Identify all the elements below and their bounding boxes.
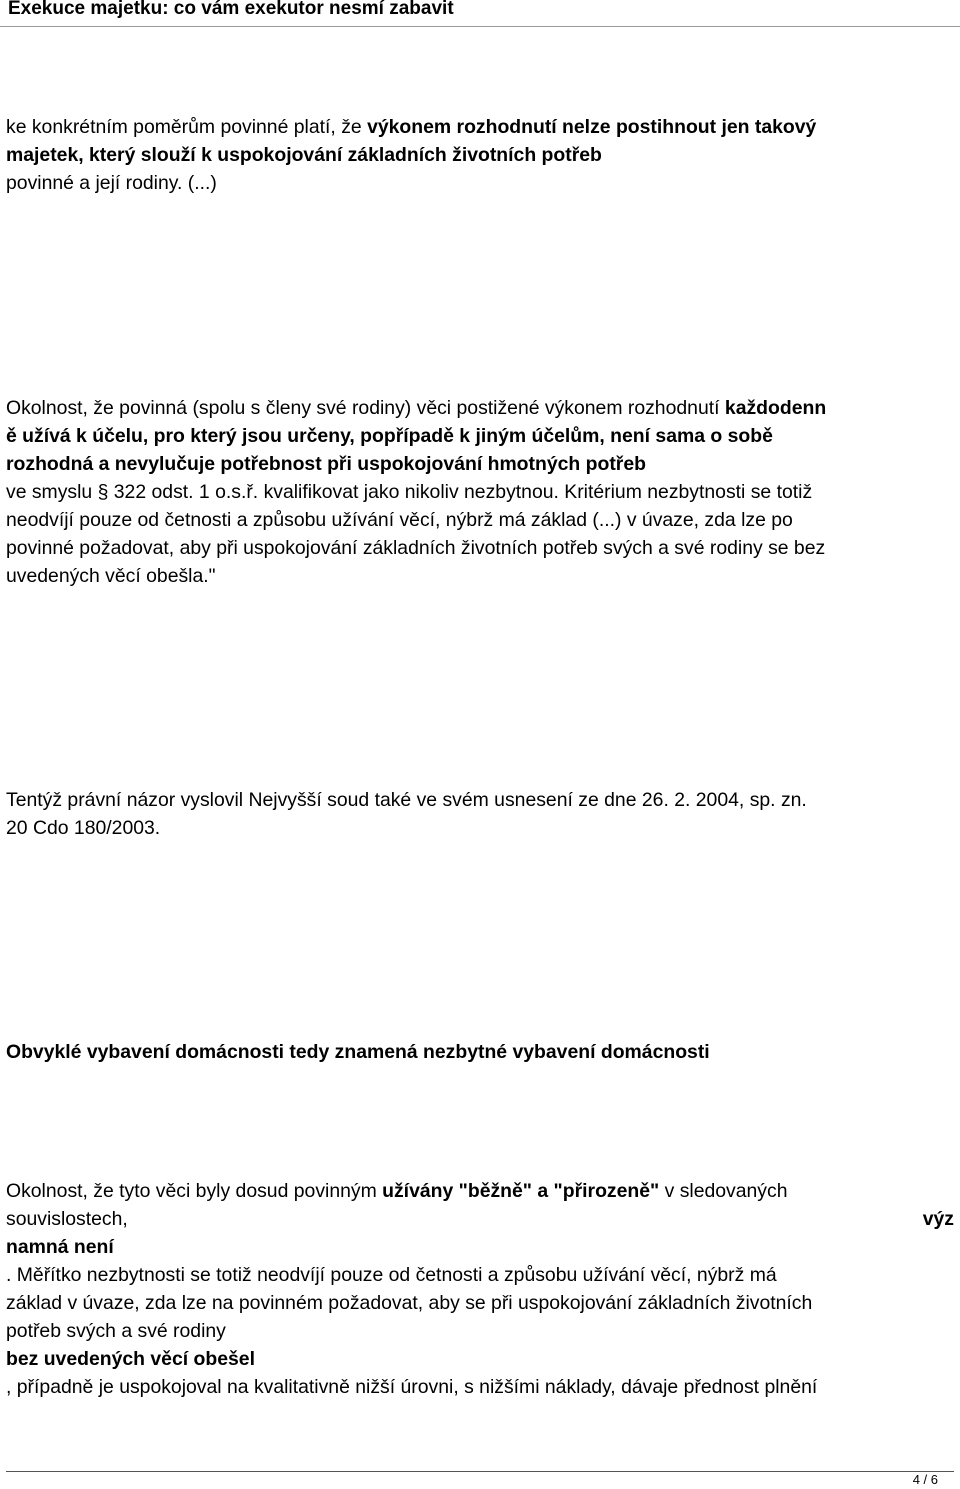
text-run: souvislostech,	[6, 1208, 128, 1230]
paragraph-2-line-3: rozhodná a nevylučuje potřebnost při uspokojování hmotných potřeb	[6, 453, 646, 475]
paragraph-1-line-2: majetek, který slouží k uspokojování základních životních potřeb	[6, 144, 602, 166]
page-header	[0, 0, 960, 22]
paragraph-1-line-1	[6, 113, 954, 141]
paragraph-4-line-1	[6, 1177, 954, 1205]
paragraph-4-line-8: , případně je uspokojoval na kvalitativně nižší úrovni, s nižšími náklady, dávaje přednost plnění	[6, 1376, 818, 1398]
paragraph-2-line-1	[6, 394, 954, 422]
bold-text-run: každodenn	[724, 397, 827, 419]
paragraph-3	[6, 786, 954, 842]
header-divider	[0, 26, 960, 27]
text-run: v sledovaných	[659, 1180, 788, 1202]
text-run: Okolnost, že povinná (spolu s členy své rodiny) věci postižené výkonem rozhodnutí	[6, 397, 725, 419]
text-run: Okolnost, že tyto věci byly dosud povinným	[6, 1180, 383, 1202]
page-number: 4 / 6	[912, 1472, 938, 1487]
paragraph-2	[6, 394, 954, 590]
paragraph-2-line-2: ě užívá k účelu, pro který jsou určeny, popřípadě k jiným účelům, není sama o sobě	[6, 425, 773, 447]
paragraph-2-line-5: neodvíjí pouze od četnosti a způsobu užívání věcí, nýbrž má základ (...) v úvaze, zda lze po	[6, 509, 793, 531]
paragraph-4-line-4: . Měřítko nezbytnosti se totiž neodvíjí pouze od četnosti a způsobu užívání věcí, nýbrž má	[6, 1264, 777, 1286]
paragraph-1	[6, 113, 954, 197]
paragraph-4-line-6: potřeb svých a své rodiny	[6, 1320, 226, 1342]
paragraph-4-line-7: bez uvedených věcí obešel	[6, 1348, 255, 1370]
footer-divider	[6, 1471, 954, 1472]
paragraph-4-line-3: namná není	[6, 1236, 114, 1258]
paragraph-2-line-4: ve smyslu § 322 odst. 1 o.s.ř. kvalifikovat jako nikoliv nezbytnou. Kritérium nezbytnosti se totiž	[6, 481, 813, 503]
paragraph-4-line-5: základ v úvaze, zda lze na povinném požadovat, aby se při uspokojování základních životních	[6, 1292, 813, 1314]
section-heading-text: Obvyklé vybavení domácnosti tedy znamená nezbytné vybavení domácnosti	[6, 1041, 710, 1063]
document-title: Exekuce majetku: co vám exekutor nesmí zabavit	[8, 0, 454, 19]
bold-text-run: užívány "běžně" a "přirozeně"	[382, 1180, 660, 1202]
paragraph-2-line-6: povinné požadovat, aby při uspokojování základních životních potřeb svých a své rodiny se bez	[6, 537, 826, 559]
paragraph-2-line-7: uvedených věcí obešla."	[6, 565, 216, 587]
paragraph-4	[6, 1177, 954, 1401]
bold-text-run: výkonem rozhodnutí nelze postihnout jen takový	[367, 116, 817, 138]
paragraph-3-line-2: 20 Cdo 180/2003.	[6, 817, 161, 839]
text-run: ke konkrétním poměrům povinné platí, že	[6, 116, 368, 138]
section-heading	[6, 1038, 954, 1066]
bold-text-run: výz	[922, 1208, 954, 1230]
paragraph-3-line-1: Tentýž právní názor vyslovil Nejvyšší soud také ve svém usnesení ze dne 26. 2. 2004, sp. zn.	[6, 789, 807, 811]
paragraph-4-line-2	[6, 1205, 954, 1233]
paragraph-1-line-3: povinné a její rodiny. (...)	[6, 172, 217, 194]
